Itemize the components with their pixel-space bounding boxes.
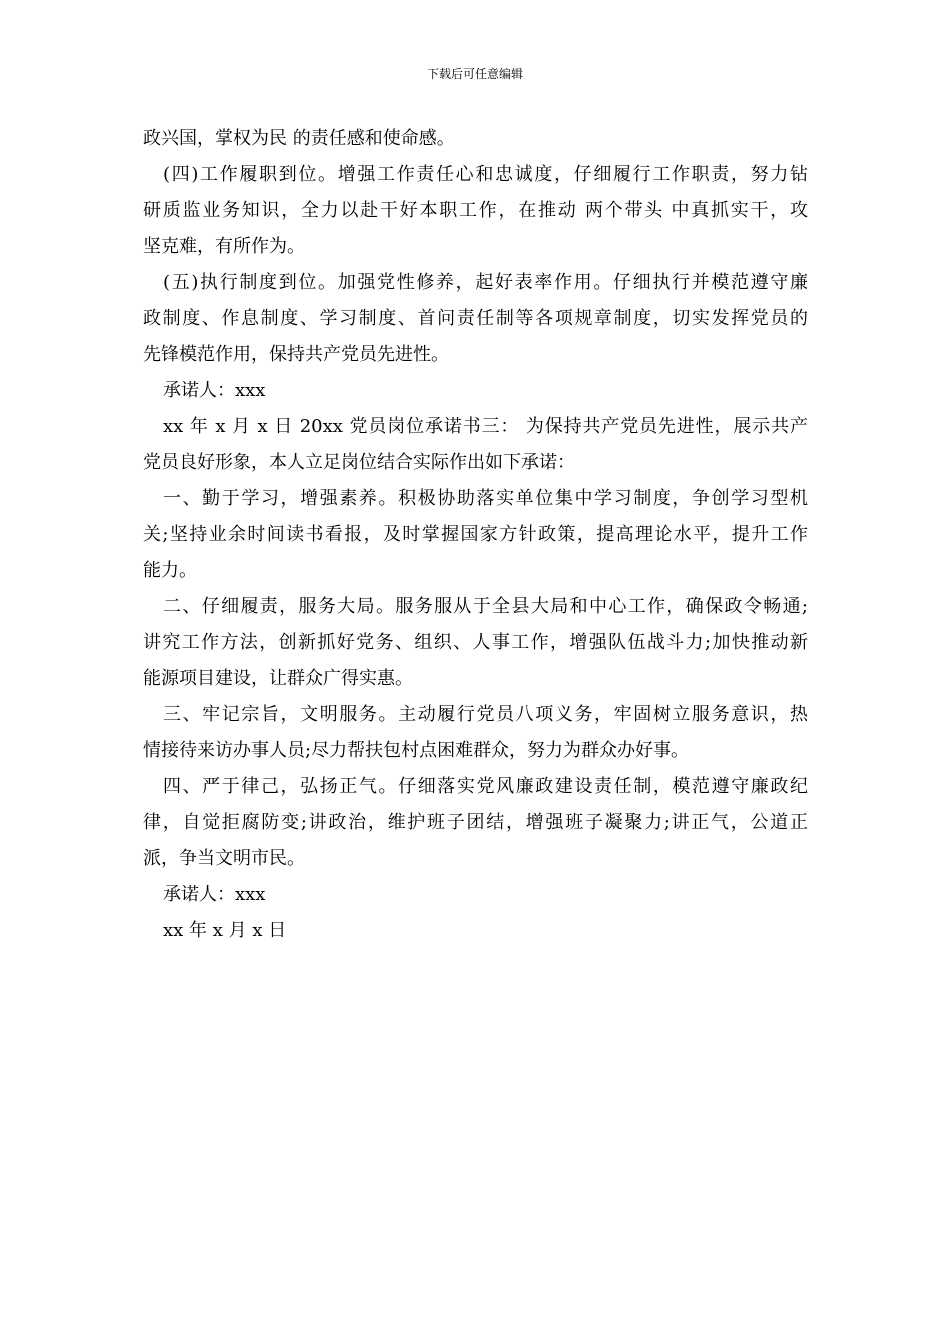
text-line: 四、严于律己，弘扬正气。仔细落实党风廉政建设责任制，模范遵守廉政纪 (163, 776, 808, 797)
text-line: 能源项目建设，让群众广得实惠。 (143, 668, 413, 689)
text-line: 讲究工作方法，创新抓好党务、组织、人事工作，增强队伍战斗力;加快推动新 (143, 632, 808, 653)
text-line: 党员良好形象，本人立足岗位结合实际作出如下承诺： (143, 452, 575, 473)
text-line: xx 年 x 月 x 日 (163, 920, 287, 941)
text-line: 坚克难，有所作为。 (143, 236, 305, 257)
text-line: 律，自觉拒腐防变;讲政治，维护班子团结，增强班子凝聚力;讲正气，公道正 (143, 812, 808, 833)
text-line: (五)执行制度到位。加强党性修养，起好表率作用。仔细执行并模范遵守廉 (163, 272, 808, 293)
page-header: 下载后可任意编辑 (426, 67, 523, 81)
text-line: 派，争当文明市民。 (143, 848, 305, 869)
text-line: (四)工作履职到位。增强工作责任心和忠诚度，仔细履行工作职责，努力钻 (163, 164, 808, 185)
text-line: 二、仔细履责，服务大局。服务服从于全县大局和中心工作，确保政令畅通; (163, 596, 808, 617)
text-line: xx 年 x 月 x 日 20xx 党员岗位承诺书三： 为保持共产党员先进性，展示共产 (163, 416, 808, 437)
text-line: 先锋模范作用，保持共产党员先进性。 (143, 344, 449, 365)
text-line: 研质监业务知识，全力以赴干好本职工作，在推动 两个带头 中真抓实干，攻 (143, 200, 808, 221)
text-line: 承诺人：xxx (163, 380, 266, 401)
text-line: 关;坚持业余时间读书看报，及时掌握国家方针政策，提高理论水平，提升工作 (143, 524, 808, 545)
text-line: 承诺人：xxx (163, 884, 266, 905)
text-line: 情接待来访办事人员;尽力帮扶包村点困难群众，努力为群众办好事。 (143, 740, 690, 761)
text-line: 三、牢记宗旨，文明服务。主动履行党员八项义务，牢固树立服务意识，热 (163, 704, 808, 725)
text-line: 一、勤于学习，增强素养。积极协助落实单位集中学习制度，争创学习型机 (163, 488, 808, 509)
text-line: 能力。 (143, 560, 197, 581)
text-line: 政制度、作息制度、学习制度、首问责任制等各项规章制度，切实发挥党员的 (143, 308, 808, 329)
text-line: 政兴国，掌权为民 的责任感和使命感。 (143, 128, 455, 149)
